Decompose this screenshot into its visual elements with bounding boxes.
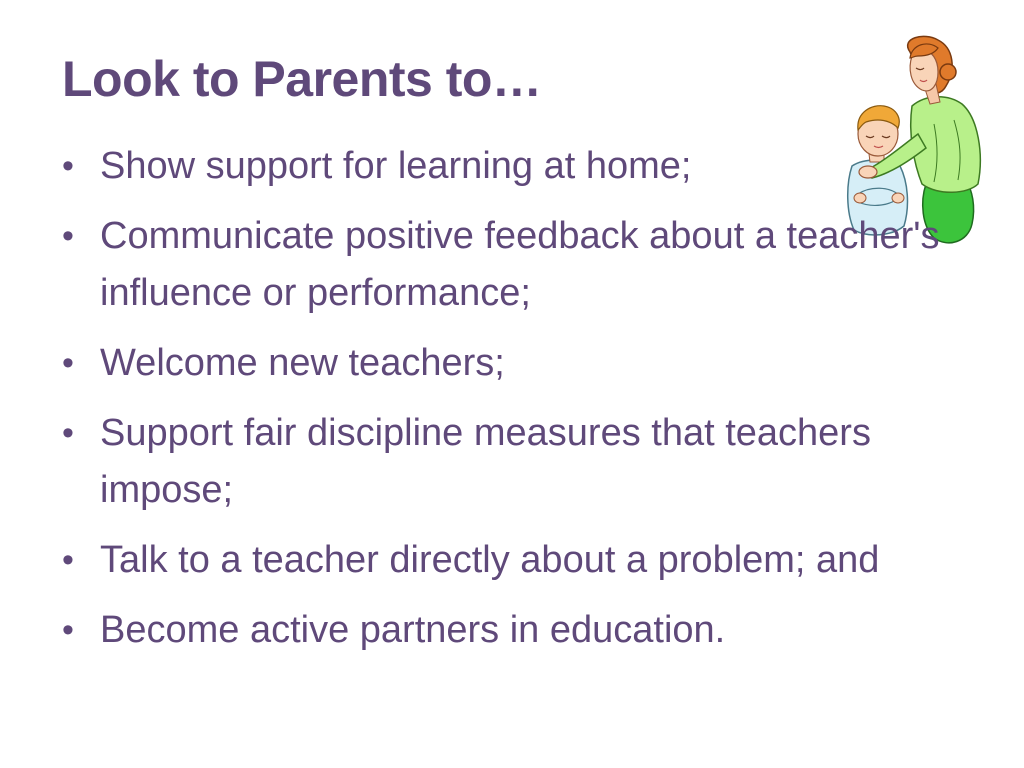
bullet-marker: • (62, 147, 74, 185)
bullet-item (62, 405, 962, 519)
bullet-text: Show support for learning at home; (100, 145, 692, 187)
bullet-marker: • (62, 611, 74, 649)
bullet-text: Support fair discipline measures that teachers impose; (100, 412, 871, 511)
bullet-item (62, 208, 962, 322)
bullet-item (62, 138, 962, 195)
slide-title: Look to Parents to… (62, 51, 542, 107)
bullet-text: Become active partners in education. (100, 609, 726, 651)
bullet-marker: • (62, 541, 74, 579)
bullet-text: Welcome new teachers; (100, 342, 505, 384)
bullet-item (62, 335, 962, 392)
bullet-marker: • (62, 414, 74, 452)
bullet-marker: • (62, 344, 74, 382)
bullet-marker: • (62, 217, 74, 255)
bullet-list (62, 138, 962, 672)
bullet-text: Talk to a teacher directly about a problem; and (100, 539, 880, 581)
bullet-text: Communicate positive feedback about a teacher's influence or performance; (100, 215, 940, 314)
bullet-item (62, 602, 962, 659)
bullet-item (62, 532, 962, 589)
